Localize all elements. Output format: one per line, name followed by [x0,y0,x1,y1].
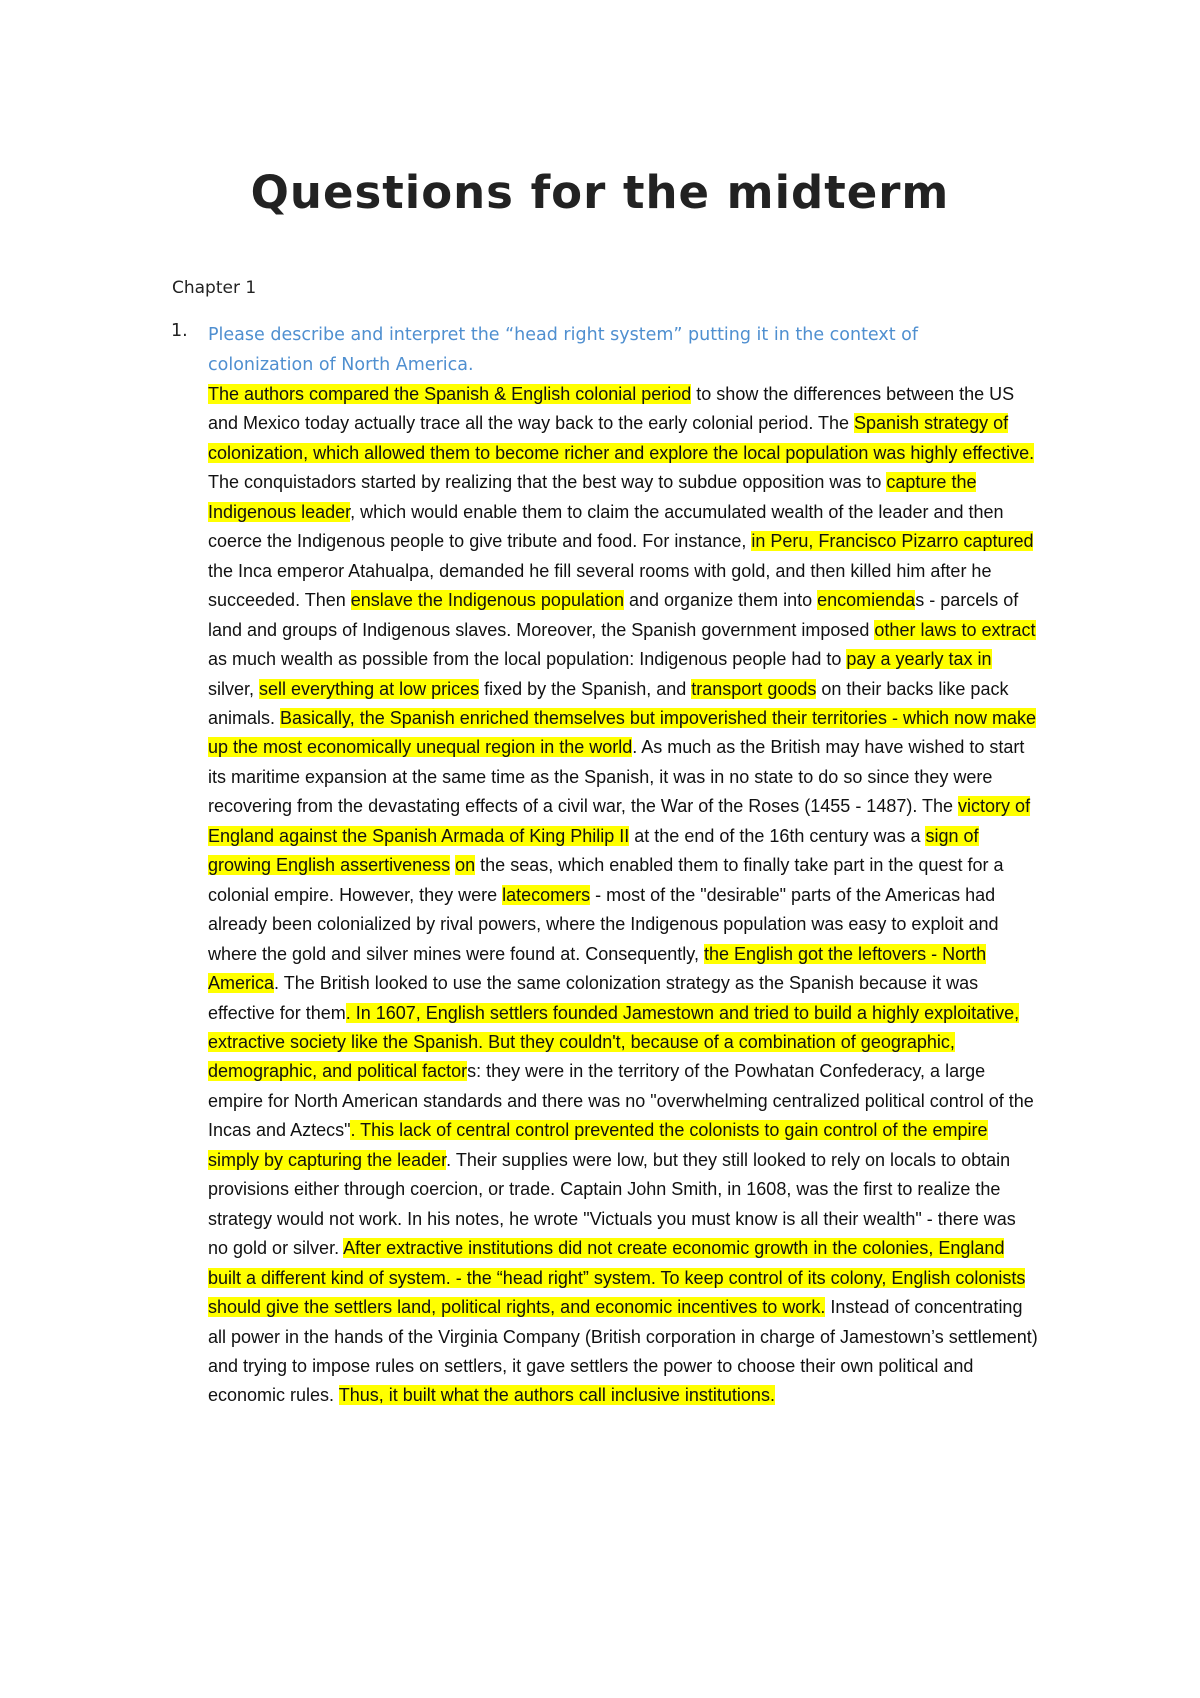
answer-text: and organize them into [624,590,818,611]
highlighted-text: the English got the leftovers - North America [208,943,987,994]
answer-text: - most of the "desirable" parts of the Americas had already been colonialized by rival powers, where the Indigenous population was easy to exploit and where the gold and silver mines were found at. Consequently, [208,884,999,964]
highlighted-text: sign of growing English assertiveness [208,825,979,876]
answer-text: the seas, which enabled them to finally take part in the quest for a colonial empire. However, they were [208,855,1004,905]
highlighted-text: enslave the Indigenous population [350,590,624,611]
question-number: 1. [171,321,188,341]
answer-text: as much wealth as possible from the local population: Indigenous people had to [208,649,847,670]
answer-text: , which would enable them to claim the accumulated wealth of the leader and then coerce the Indigenous people to give tribute and food. For instance, [208,501,1004,552]
answer-text: s - parcels of land and groups of Indigenous slaves. Moreover, the Spanish government imposed [208,590,1019,640]
answer-text: on their backs like pack animals. [208,678,1009,728]
highlighted-text: The authors compared the Spanish & English colonial period [208,384,692,404]
answer-text: s: they were in the territory of the Powhatan Confederacy, a large empire for North American standards and there was no "overwhelming centralized political control of the Incas and Aztecs" [208,1061,1034,1141]
highlighted-text: sell everything at low prices [259,678,480,699]
highlighted-text: capture the Indigenous leader [208,472,977,522]
answer-text: at the end of the 16th century was a [629,825,926,846]
highlighted-text: victory of England against the Spanish Armada of King Philip II [208,796,1031,846]
answer-paragraph [208,380,1038,1411]
answer-text: silver, [208,678,260,699]
question-text: Please describe and interpret the “head right system” putting it in the context of colonization of North America. [208,325,919,375]
highlighted-text: in Peru, Francisco Pizarro captured [751,531,1034,552]
highlighted-text: . This lack of central control prevented the colonists to gain control of the empire simply by capturing the leader [208,1120,988,1170]
highlighted-text: Spanish strategy of colonization, which allowed them to become richer and explore the local population was highly effective. [208,413,1035,463]
answer-text: to show the differences between the US and Mexico today actually trace all the way back to the early colonial period. The [208,384,1015,434]
highlighted-text: Thus, it built what the authors call inclusive institutions. [338,1385,775,1406]
highlighted-text: Basically, the Spanish enriched themselves but impoverished their territories - which now make up the most economically unequal region in the world [208,707,1037,758]
answer-text: . Their supplies were low, but they still looked to rely on locals to obtain provisions either through coercion, or trade. Captain John Smith, in 1608, was the first to realize the strategy would not work. In his notes, he wrote "Victuals you must know is all their wealth" - there was no gold or silver. [208,1149,1016,1259]
highlighted-text: . In 1607, English settlers founded Jamestown and tried to build a highly exploitative, extractive society like the Spanish. But they couldn't, because of a combination of geographic, demographic, and political factor [208,1002,1020,1082]
answer-text: fixed by the Spanish, and [479,678,692,699]
answer-text: . As much as the British may have wished to start its maritime expansion at the same time as the Spanish, it was in no state to do so since they were recovering from the devastating effects of a civil war, the War of the Roses (1455 - 1487). The [208,737,1025,817]
highlighted-text: on [455,855,476,876]
highlighted-text: latecomers [502,884,591,905]
highlighted-text: pay a yearly tax in [846,649,992,670]
highlighted-text: After extractive institutions did not create economic growth in the colonies, England built a different kind of system. - the “head right” system. To keep control of its colony, English colonists should give the settlers land, political rights, and economic incentives to work. [208,1238,1026,1318]
highlighted-text: other laws to extract [874,619,1036,640]
answer-text: Instead of concentrating all power in the hands of the Virginia Company (British corporation in charge of Jamestown’s settlement) and trying to impose rules on settlers, it gave settlers the power to choose their own political and economic rules. [208,1297,1038,1406]
page-title: Questions for the midterm [250,166,950,219]
chapter-label: Chapter 1 [172,278,257,298]
answer-text: the Inca emperor Atahualpa, demanded he fill several rooms with gold, and then killed him after he succeeded. Then [208,560,992,611]
answer-text: . The British looked to use the same colonization strategy as the Spanish because it was effective for them [208,973,979,1023]
highlighted-text: encomienda [817,590,916,611]
highlighted-text: transport goods [691,678,817,699]
answer-text: The conquistadors started by realizing that the best way to subdue opposition was to [208,472,887,493]
